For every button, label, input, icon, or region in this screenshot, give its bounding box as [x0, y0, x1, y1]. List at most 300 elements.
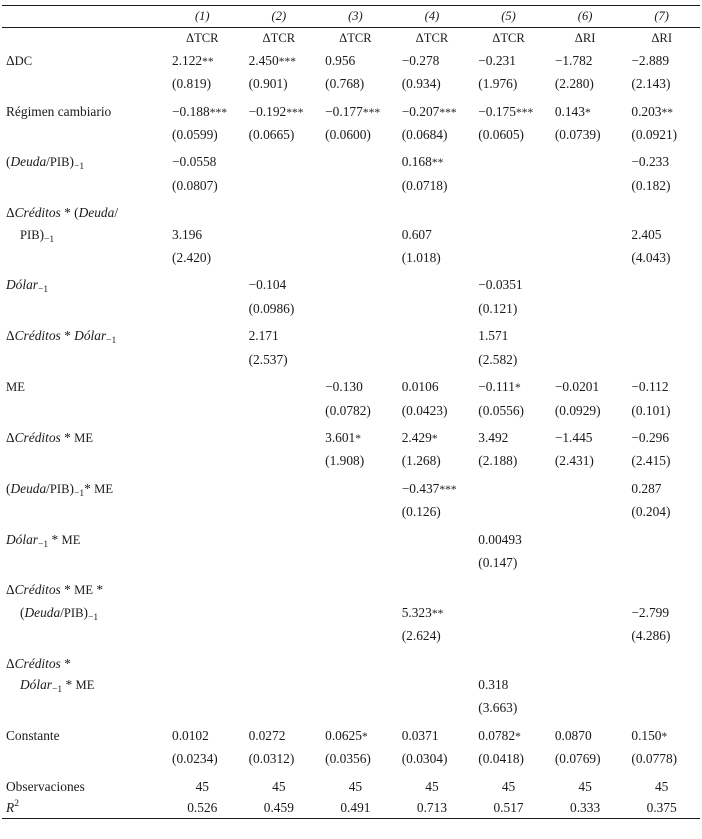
coefficient-value: −1.782: [554, 52, 593, 68]
label-sub: [74, 489, 84, 499]
coefficient-cell: [547, 602, 624, 625]
coefficient-cell: [317, 325, 394, 348]
label-part: (: [6, 480, 11, 496]
statistic-value: 45: [272, 778, 286, 794]
coefficient-cell: [470, 602, 547, 625]
standard-error-row: [2, 349, 700, 370]
row-label: [2, 325, 164, 348]
coefficient-cell: [547, 325, 624, 348]
statistic-cell: [241, 797, 318, 819]
standard-error-value: (2.415): [631, 453, 671, 469]
row-label: [2, 797, 164, 819]
coefficient-value: 2.450: [248, 52, 279, 68]
standard-error-value: (4.286): [631, 628, 671, 644]
coefficient-cell: [623, 427, 700, 450]
standard-error-cell: [394, 175, 471, 196]
statistic-value: 0.491: [340, 800, 371, 815]
coefficient-cell: [394, 151, 471, 174]
coefficient-value: 2.429: [401, 429, 432, 445]
label-part: Constante: [6, 727, 60, 743]
coefficient-value: 0.0625: [325, 727, 362, 743]
coefficient-cell: [394, 325, 471, 348]
standard-error-cell: [623, 552, 700, 573]
row-label: [2, 776, 164, 797]
standard-error-cell: [470, 450, 547, 471]
standard-error-cell: [317, 748, 394, 769]
coefficient-value: 0.150: [631, 727, 662, 743]
significance-stars: **: [431, 607, 444, 620]
label-part: *: [62, 676, 76, 692]
standard-error-cell: [164, 400, 241, 421]
significance-stars: *: [361, 730, 368, 743]
standard-error-cell: [470, 400, 547, 421]
standard-error-cell: [547, 400, 624, 421]
label-part: −1: [52, 684, 63, 695]
coefficient-cell: [623, 602, 700, 625]
coefficient-cell: [623, 325, 700, 348]
standard-error-cell: [241, 748, 318, 769]
coefficient-cell: [623, 674, 700, 697]
dependent-variable: ΔTCR: [415, 31, 449, 46]
standard-error-cell: [547, 552, 624, 573]
standard-error-cell: [317, 552, 394, 573]
label-part: Δ: [6, 205, 15, 221]
statistic-cell: [164, 797, 241, 819]
label-part: Δ: [6, 655, 15, 671]
label-part: Créditos: [14, 429, 61, 445]
coefficient-cell: [470, 674, 547, 697]
statistic-cell: [470, 776, 547, 797]
coefficient-cell: [547, 376, 624, 399]
coefficient-cell: [317, 224, 394, 247]
label-part: −1: [106, 336, 117, 347]
row-label: [2, 725, 164, 748]
standard-error-cell: [394, 748, 471, 769]
standard-error-cell: [241, 697, 318, 718]
label-part: /: [46, 154, 50, 170]
statistic-cell: [394, 776, 471, 797]
label-part: Δ: [6, 582, 15, 598]
column-number: (2): [241, 6, 318, 28]
coefficient-cell: [241, 602, 318, 625]
statistic-cell: [547, 776, 624, 797]
coefficient-cell: [623, 478, 700, 501]
coefficient-value: 0.607: [401, 226, 432, 242]
statistic-value: 0.333: [570, 800, 601, 815]
coefficient-value: 0.203: [631, 103, 662, 119]
standard-error-cell: [317, 298, 394, 319]
standard-error-cell: [317, 400, 394, 421]
statistic-value: 45: [195, 778, 209, 794]
coefficient-cell: [164, 725, 241, 748]
significance-stars: ***: [209, 106, 227, 119]
label-part: *: [60, 582, 75, 598]
coefficient-cell: [470, 529, 547, 552]
statistic-value: 0.517: [493, 800, 524, 815]
coefficient-value: −0.233: [631, 154, 670, 170]
standard-error-cell: [241, 400, 318, 421]
standard-error-cell: [394, 349, 471, 370]
label-part: (: [20, 604, 25, 620]
coefficient-row: [2, 529, 700, 552]
standard-error-cell: [470, 247, 547, 268]
statistic-row: [2, 797, 700, 819]
statistic-cell: [241, 776, 318, 797]
standard-error-cell: [394, 697, 471, 718]
column-number: (4): [394, 6, 471, 28]
label-sub: [38, 285, 48, 295]
coefficient-cell: [241, 224, 318, 247]
standard-error-cell: [317, 450, 394, 471]
label-part: ME: [94, 481, 114, 496]
standard-error-value: (2.537): [248, 351, 288, 367]
standard-error-cell: [623, 247, 700, 268]
label-part: (: [6, 154, 11, 170]
standard-error-value: (0.0929): [554, 402, 601, 418]
standard-error-cell: [164, 124, 241, 145]
coefficient-row: [2, 101, 700, 124]
coefficient-cell: [241, 101, 318, 124]
coefficient-row: [2, 478, 700, 501]
coefficient-value: −0.231: [478, 52, 516, 68]
standard-error-value: (0.0423): [401, 402, 448, 418]
standard-error-cell: [394, 298, 471, 319]
coefficient-value: 2.405: [631, 226, 662, 242]
coefficient-value: −0.112: [631, 379, 669, 395]
label-part: PIB: [49, 155, 70, 170]
standard-error-value: (0.0718): [401, 177, 448, 193]
coefficient-value: 0.0782: [478, 727, 516, 743]
coefficient-cell: [394, 725, 471, 748]
coefficient-cell: [164, 478, 241, 501]
standard-error-cell: [547, 501, 624, 522]
coefficient-cell: [547, 274, 624, 297]
column-number: (3): [317, 6, 394, 28]
standard-error-value: (0.0312): [248, 751, 295, 767]
coefficient-cell: [317, 101, 394, 124]
coefficient-cell: [470, 325, 547, 348]
statistic-cell: [623, 776, 700, 797]
standard-error-cell: [241, 552, 318, 573]
coefficient-cell: [241, 376, 318, 399]
label-continuation-row: [2, 579, 700, 601]
label-sub: [38, 540, 48, 550]
standard-error-value: (2.143): [631, 76, 671, 92]
coefficient-cell: [241, 725, 318, 748]
standard-error-cell: [394, 501, 471, 522]
standard-error-cell: [317, 73, 394, 94]
statistic-value: 0.713: [416, 800, 448, 815]
coefficient-value: 0.0371: [401, 727, 439, 743]
label-part: /: [114, 205, 119, 221]
coefficient-cell: [394, 478, 471, 501]
label-part: −1: [44, 234, 55, 245]
coefficient-cell: [241, 529, 318, 552]
standard-error-cell: [623, 298, 700, 319]
coefficient-cell: [317, 427, 394, 450]
dependent-variable: ΔRI: [651, 31, 673, 46]
label-part: Dólar: [6, 277, 38, 293]
coefficient-value: −2.799: [631, 604, 670, 620]
standard-error-row: [2, 625, 700, 646]
coefficient-row: [2, 376, 700, 399]
standard-error-cell: [241, 450, 318, 471]
standard-error-value: (0.147): [478, 554, 518, 570]
row-label: [2, 202, 164, 223]
label-continuation-row: [2, 653, 700, 674]
standard-error-cell: [623, 625, 700, 646]
label-sub: [106, 336, 116, 346]
coefficient-cell: [623, 529, 700, 552]
standard-error-cell: [394, 247, 471, 268]
statistic-cell: [623, 797, 700, 819]
standard-error-value: (0.0807): [172, 177, 218, 193]
standard-error-cell: [241, 73, 318, 94]
standard-error-value: (0.0769): [554, 751, 601, 767]
coefficient-value: 2.171: [248, 328, 279, 344]
standard-error-cell: [164, 625, 241, 646]
coefficient-value: −2.889: [631, 52, 670, 68]
label-part: *: [60, 328, 75, 344]
standard-error-value: (0.0665): [248, 127, 295, 143]
standard-error-cell: [547, 450, 624, 471]
coefficient-cell: [547, 224, 624, 247]
significance-stars: ***: [439, 106, 457, 119]
label-part: Δ: [6, 328, 15, 344]
standard-error-cell: [317, 124, 394, 145]
dependent-variable: ΔTCR: [185, 31, 219, 46]
standard-error-value: (2.280): [554, 76, 594, 92]
coefficient-value: 0.00493: [478, 531, 522, 547]
dependent-variable-row: [2, 28, 700, 50]
coefficient-cell: [164, 427, 241, 450]
standard-error-cell: [164, 697, 241, 718]
coefficient-cell: [164, 224, 241, 247]
coefficient-value: 3.492: [478, 429, 509, 445]
label-part: Créditos: [14, 582, 61, 598]
coefficient-cell: [317, 50, 394, 73]
coefficient-value: 0.0272: [248, 727, 286, 743]
coefficient-cell: [241, 674, 318, 697]
standard-error-value: (0.0599): [172, 127, 218, 143]
regression-table: [2, 5, 700, 819]
label-part: Δ: [6, 429, 15, 445]
label-part: *: [60, 429, 75, 445]
standard-error-cell: [623, 450, 700, 471]
standard-error-cell: [470, 748, 547, 769]
coefficient-cell: [470, 274, 547, 297]
coefficient-value: 2.122: [172, 52, 203, 68]
standard-error-value: (0.0418): [478, 751, 524, 767]
coefficient-cell: [394, 529, 471, 552]
label-part: Créditos: [14, 205, 61, 221]
significance-stars: *: [661, 730, 668, 743]
coefficient-cell: [394, 101, 471, 124]
standard-error-value: (0.182): [631, 177, 671, 193]
standard-error-value: (1.976): [478, 76, 518, 92]
standard-error-cell: [241, 124, 318, 145]
statistic-cell: [164, 776, 241, 797]
row-label: [2, 376, 164, 399]
standard-error-value: (0.934): [401, 76, 441, 92]
standard-error-cell: [547, 697, 624, 718]
standard-error-cell: [470, 625, 547, 646]
label-sub: [88, 613, 98, 623]
standard-error-cell: [164, 175, 241, 196]
coefficient-cell: [470, 427, 547, 450]
significance-stars: *: [514, 382, 521, 395]
row-label: [2, 653, 164, 674]
coefficient-cell: [470, 151, 547, 174]
coefficient-cell: [317, 725, 394, 748]
standard-error-cell: [394, 73, 471, 94]
coefficient-cell: [241, 325, 318, 348]
statistic-value: 45: [578, 778, 592, 794]
coefficient-cell: [241, 478, 318, 501]
coefficient-cell: [164, 529, 241, 552]
standard-error-value: (1.018): [401, 250, 441, 266]
coefficient-cell: [547, 427, 624, 450]
coefficient-cell: [164, 151, 241, 174]
standard-error-row: [2, 73, 700, 94]
significance-stars: ***: [278, 55, 296, 68]
coefficient-cell: [623, 50, 700, 73]
coefficient-cell: [394, 50, 471, 73]
significance-stars: *: [584, 106, 591, 119]
standard-error-value: (0.0782): [325, 402, 371, 418]
label-part: −1: [73, 162, 85, 173]
standard-error-cell: [164, 450, 241, 471]
coefficient-row: [2, 427, 700, 450]
coefficient-value: −0.111: [478, 379, 515, 395]
coefficient-cell: [241, 274, 318, 297]
standard-error-cell: [547, 175, 624, 196]
statistic-value: 45: [425, 778, 439, 794]
label-part: * (: [60, 205, 79, 221]
standard-error-cell: [241, 349, 318, 370]
coefficient-value: −0.0201: [554, 379, 600, 395]
standard-error-row: [2, 298, 700, 319]
standard-error-cell: [241, 175, 318, 196]
standard-error-value: (0.121): [478, 300, 518, 316]
standard-error-cell: [164, 349, 241, 370]
statistic-cell: [317, 797, 394, 819]
coefficient-cell: [547, 725, 624, 748]
coefficient-value: 0.168: [401, 154, 432, 170]
coefficient-cell: [394, 224, 471, 247]
coefficient-cell: [317, 602, 394, 625]
statistic-row: [2, 776, 700, 797]
standard-error-value: (0.0986): [248, 300, 295, 316]
row-label: [2, 274, 164, 297]
standard-error-cell: [623, 349, 700, 370]
standard-error-cell: [547, 748, 624, 769]
column-number: (5): [470, 6, 547, 28]
label-part: ME: [6, 380, 25, 395]
label-part: Régimen cambiario: [6, 103, 112, 119]
label-part: Créditos: [14, 328, 61, 344]
standard-error-value: (2.420): [172, 250, 212, 266]
standard-error-value: (4.043): [631, 250, 671, 266]
standard-error-cell: [470, 552, 547, 573]
coefficient-row: [2, 151, 700, 174]
standard-error-value: (2.431): [554, 453, 594, 469]
standard-error-cell: [241, 501, 318, 522]
significance-stars: **: [202, 55, 214, 68]
dependent-variable: ΔTCR: [492, 31, 525, 46]
statistic-value: 0.526: [187, 800, 218, 815]
coefficient-value: −0.177: [325, 103, 363, 119]
standard-error-cell: [547, 124, 624, 145]
label-part: ): [39, 226, 45, 242]
row-label: [2, 602, 164, 625]
coefficient-value: −0.278: [401, 52, 440, 68]
standard-error-cell: [317, 247, 394, 268]
coefficient-value: 0.0870: [554, 727, 592, 743]
coefficient-cell: [164, 325, 241, 348]
standard-error-cell: [623, 697, 700, 718]
coefficient-value: 0.0106: [401, 379, 439, 395]
label-part: ): [69, 154, 74, 170]
standard-error-value: (3.663): [478, 700, 518, 716]
statistic-cell: [394, 797, 471, 819]
column-number: (7): [623, 6, 700, 28]
standard-error-value: (0.204): [631, 504, 671, 520]
label-part: /: [46, 480, 50, 496]
standard-error-value: (2.188): [478, 453, 518, 469]
coefficient-cell: [547, 529, 624, 552]
coefficient-cell: [547, 50, 624, 73]
coefficient-value: −0.188: [172, 103, 210, 119]
label-part: Deuda: [24, 604, 61, 620]
standard-error-cell: [317, 175, 394, 196]
standard-error-cell: [623, 501, 700, 522]
coefficient-cell: [317, 478, 394, 501]
label-part: Créditos: [14, 655, 61, 671]
standard-error-cell: [164, 748, 241, 769]
standard-error-cell: [470, 697, 547, 718]
coefficient-value: 0.143: [554, 103, 585, 119]
label-part: R: [6, 800, 15, 815]
standard-error-value: (0.0921): [631, 127, 678, 143]
label-part: ): [69, 480, 74, 496]
standard-error-cell: [164, 298, 241, 319]
row-label: [2, 151, 164, 174]
standard-error-value: (2.582): [478, 351, 518, 367]
coefficient-value: 0.0102: [172, 727, 209, 743]
label-part: PIB: [63, 605, 84, 620]
standard-error-cell: [164, 247, 241, 268]
standard-error-cell: [394, 400, 471, 421]
label-part: /: [60, 604, 64, 620]
standard-error-cell: [623, 73, 700, 94]
standard-error-cell: [317, 501, 394, 522]
row-label: [2, 427, 164, 450]
coefficient-cell: [241, 50, 318, 73]
coefficient-value: −0.192: [248, 103, 287, 119]
coefficient-value: −0.0351: [478, 277, 523, 293]
standard-error-value: (1.268): [401, 453, 441, 469]
coefficient-cell: [394, 674, 471, 697]
label-part: Deuda: [10, 154, 47, 170]
statistic-value: 45: [501, 778, 516, 794]
coefficient-row: [2, 674, 700, 697]
label-part: PIB: [20, 227, 40, 242]
standard-error-cell: [623, 175, 700, 196]
standard-error-value: (0.819): [172, 76, 212, 92]
standard-error-value: (0.0304): [401, 751, 448, 767]
label-part: Deuda: [78, 205, 115, 221]
